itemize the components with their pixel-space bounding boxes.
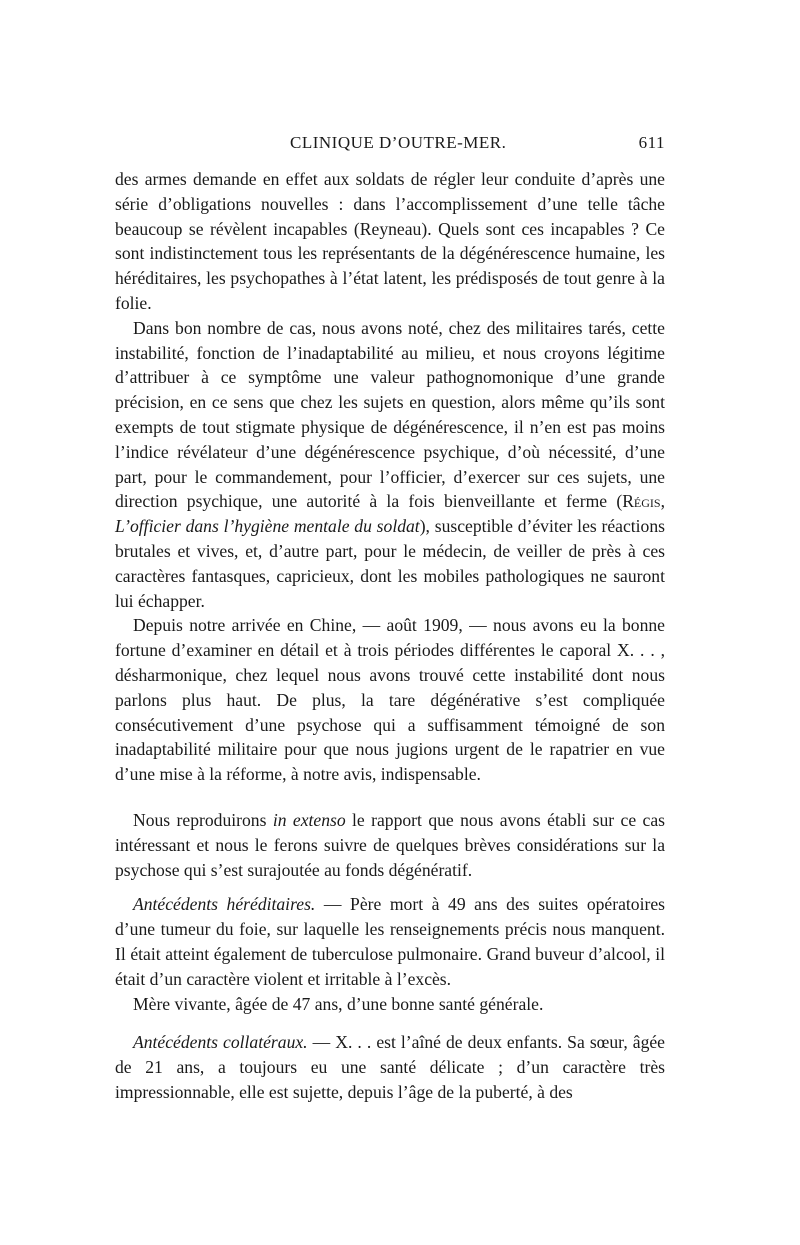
paragraph-mother: Mère vivante, âgée de 47 ans, d’une bonne santé générale.	[133, 993, 544, 1014]
paragraph-text: Nous reproduirons	[133, 809, 273, 830]
paragraph-case: Depuis notre arrivée en Chine, — août 1909, — nous avons eu la bonne fortune d’examiner en détail et à trois périodes différentes le caporal X. . . , désharmonique, chez lequel nous avons trouvé cette instabilité dont nous parlons plus haut. De plus, la tare dégénérative s’est compliquée consécutivement d’une psychose qui a suffisamment témoigné de son inadaptabilité militaire pour que nous jugions urgent de le rapatrier en vue d’une mise à la réforme, à notre avis, indispensable.	[115, 615, 665, 785]
latin-phrase: in extenso	[272, 809, 346, 830]
running-head	[115, 133, 665, 157]
paragraph-text: ), susceptible d’éviter les réactions brutales et vives, et, d’autre part, pour le médecin, de veiller de près à ces caractères fantasques, capricieux, dont les mobiles pathologiques ne sauront lui échapper.	[115, 516, 666, 611]
body-text	[115, 167, 665, 1105]
paragraph-hereditary	[115, 892, 665, 991]
paragraph-text: ,	[660, 491, 665, 512]
section-heading: Antécédents héréditaires.	[133, 894, 316, 915]
paragraph-continuation: des armes demande en effet aux soldats de régler leur conduite d’après une série d’obligations nouvelles : dans l’accomplissement d’une telle tâche beaucoup se révèlent incapables (Reyneau). Quels sont ces incapables ? Ce sont indistinctement tous les représentants de la dégénérescence humaine, les héréditaires, les psychopathes à l’état latent, les prédisposés de tout genre à la folie.	[115, 169, 665, 313]
cited-author: Régis	[622, 491, 661, 512]
paragraph-text: — X. . . est l’aîné de deux enfants. Sa sœur, âgée de 21 ans, a toujours eu une santé délicate ; d’un caractère très impressionnable, elle est sujette, depuis l’âge de la puberté, à des	[115, 1032, 665, 1102]
section-heading: Antécédents collatéraux.	[133, 1032, 308, 1053]
paragraph-text: — Père mort à 49 ans des suites opératoires d’une tumeur du foie, sur laquelle les renseignements précis nous manquent. Il était atteint également de tuberculose pulmonaire. Grand buveur d’alcool, il était d’un caractère violent et irritable à l’excès.	[115, 894, 665, 989]
paragraph-collateral	[115, 1030, 665, 1104]
running-title: CLINIQUE D’OUTRE-MER.	[290, 133, 507, 152]
cited-work: L’officier dans l’hygiène mentale du soldat	[115, 516, 420, 537]
paragraph-report	[115, 808, 665, 882]
page-number: 611	[638, 133, 665, 152]
paragraph-text: le rapport que nous avons établi sur ce cas intéressant et nous le ferons suivre de quelques brèves considérations sur la psychose qui s’est surajoutée au fonds dégénératif.	[115, 809, 665, 880]
paragraph-text: Dans bon nombre de cas, nous avons noté, chez des militaires tarés, cette instabilité, fonction de l’inadaptabilité au milieu, et nous croyons légitime d’attribuer à ce symptôme une valeur pathognomonique d’une grande précision, en ce sens que chez les sujets en question, alors même qu’ils sont exempts de tout stigmate physique de dégénérescence, il n’en est pas moins l’indice révélateur d’une dégénérescence psychique, d’où nécessité, d’une part, pour le commandement, pour l’officier, d’exercer sur ces sujets, une direction psychique, une autorité à la fois bienveillante et ferme (	[115, 317, 665, 512]
paragraph-instability	[115, 316, 665, 614]
